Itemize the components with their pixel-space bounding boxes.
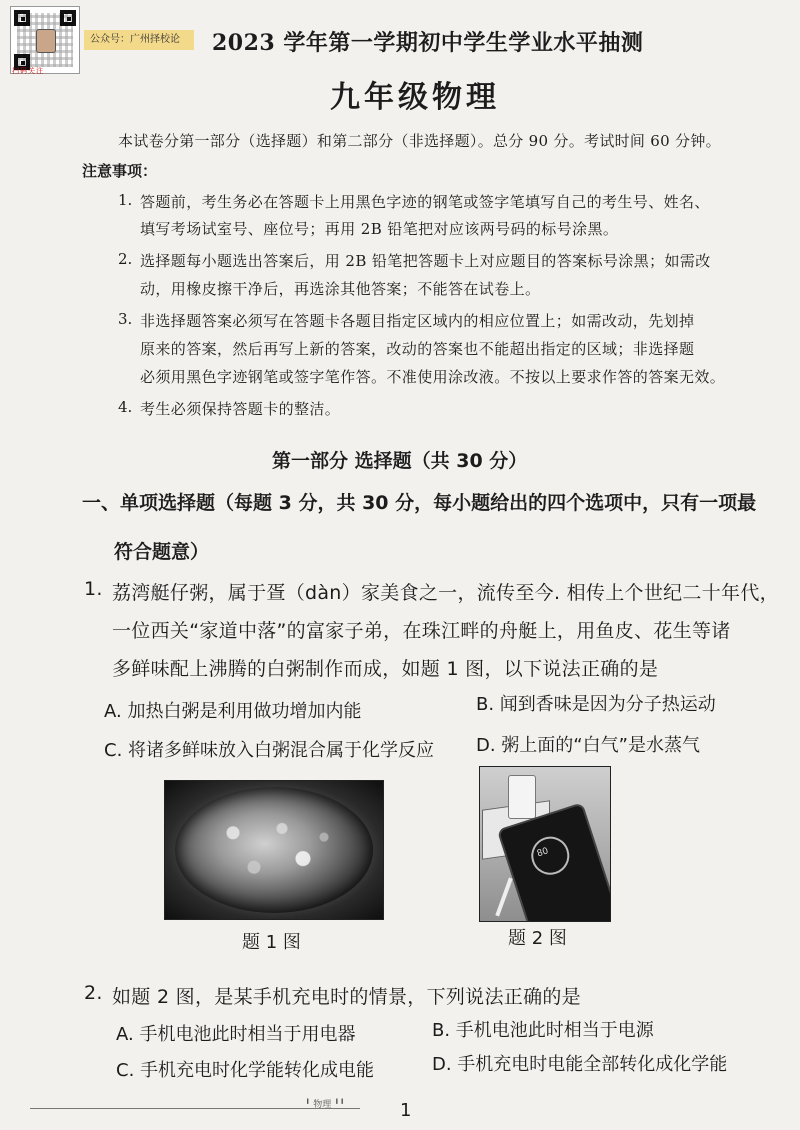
option-b: B. 闻到香味是因为分子热运动 <box>476 694 716 715</box>
option-b: B. 手机电池此时相当于电源 <box>432 1020 654 1041</box>
question-number: 1. <box>84 578 103 600</box>
figure-1-caption: 题 1 图 <box>242 932 301 953</box>
notice-number: 3. <box>118 310 133 328</box>
charging-cable <box>495 878 512 917</box>
option-a: A. 手机电池此时相当于用电器 <box>116 1024 356 1045</box>
charging-ring-icon <box>526 832 574 880</box>
figure-1-congee-photo <box>164 780 384 920</box>
notice-line: 动，用橡皮擦干净后，再选涂其他答案；不能答在试卷上。 <box>140 280 541 298</box>
notice-line: 填写考场试室号、座位号；再用 2B 铅笔把对应该两号码的标号涂黑。 <box>140 220 619 238</box>
page-number: 1 <box>400 1100 412 1121</box>
question-stem-line: 多鲜味配上沸腾的白粥制作而成，如题 1 图，以下说法正确的是 <box>112 658 659 680</box>
figure-2-caption: 题 2 图 <box>508 928 567 949</box>
footer-mark: ╹ 物理 ╹╹ <box>305 1100 345 1110</box>
avatar <box>36 29 56 53</box>
notice-line: 答题前，考生务必在答题卡上用黑色字迹的钢笔或签字笔填写自己的考生号、姓名、 <box>140 193 710 211</box>
figure-2-charging-photo <box>479 766 611 922</box>
wechat-label: 公众号：广州择校论 <box>84 30 194 50</box>
section-title: 一、单项选择题（每题 3 分，共 30 分，每小题给出的四个选项中，只有一项最 <box>82 492 757 514</box>
question-stem-line: 如题 2 图，是某手机充电时的情景，下列说法正确的是 <box>112 986 581 1008</box>
notice-number: 2. <box>118 250 133 268</box>
notice-line: 选择题每小题选出答案后，用 2B 铅笔把答题卡上对应题目的答案标号涂黑；如需改 <box>140 252 711 270</box>
question-stem-line: 一位西关“家道中落”的富家子弟，在珠江畔的舟艇上，用鱼皮、花生等诸 <box>112 620 731 642</box>
option-c: C. 手机充电时化学能转化成电能 <box>116 1060 375 1081</box>
charger-icon <box>508 775 536 819</box>
option-a: A. 加热白粥是利用做功增加内能 <box>104 701 362 722</box>
notice-line: 非选择题答案必须写在答题卡各题目指定区域内的相应位置上；如需改动，先划掉 <box>140 312 695 330</box>
qr-caption: 扫码关注 <box>12 67 44 75</box>
option-c: C. 将诸多鲜味放入白粥混合属于化学反应 <box>104 740 435 761</box>
notice-number: 4. <box>118 398 133 416</box>
notice-line: 考生必须保持答题卡的整洁。 <box>140 400 341 418</box>
option-d: D. 粥上面的“白气”是水蒸气 <box>476 735 700 756</box>
option-d: D. 手机充电时电能全部转化成化学能 <box>432 1054 728 1075</box>
exam-title: 2023 学年第一学期初中学生学业水平抽测 <box>212 30 644 56</box>
notice-number: 1. <box>118 191 133 209</box>
section-title-continued: 符合题意） <box>114 541 210 563</box>
part-title: 第一部分 选择题（共 30 分） <box>272 450 528 472</box>
exam-intro: 本试卷分第一部分（选择题）和第二部分（非选择题）。总分 90 分。考试时间 60 分钟。 <box>118 132 721 150</box>
charge-percent: 80 <box>535 846 550 860</box>
notice-line: 必须用黑色字迹钢笔或签字笔作答。不准使用涂改液。不按以上要求作答的答案无效。 <box>140 368 726 386</box>
qr-code <box>10 6 80 74</box>
question-stem-line: 荔湾艇仔粥，属于疍（dàn）家美食之一，流传至今. 相传上个世纪二十年代， <box>112 582 779 604</box>
subject-title: 九年级物理 <box>330 80 500 115</box>
notice-heading: 注意事项： <box>82 162 158 180</box>
question-number: 2. <box>84 982 103 1004</box>
congee-ingredients <box>205 807 345 893</box>
notice-line: 原来的答案，然后再写上新的答案，改动的答案也不能超出指定的区域；非选择题 <box>140 340 695 358</box>
